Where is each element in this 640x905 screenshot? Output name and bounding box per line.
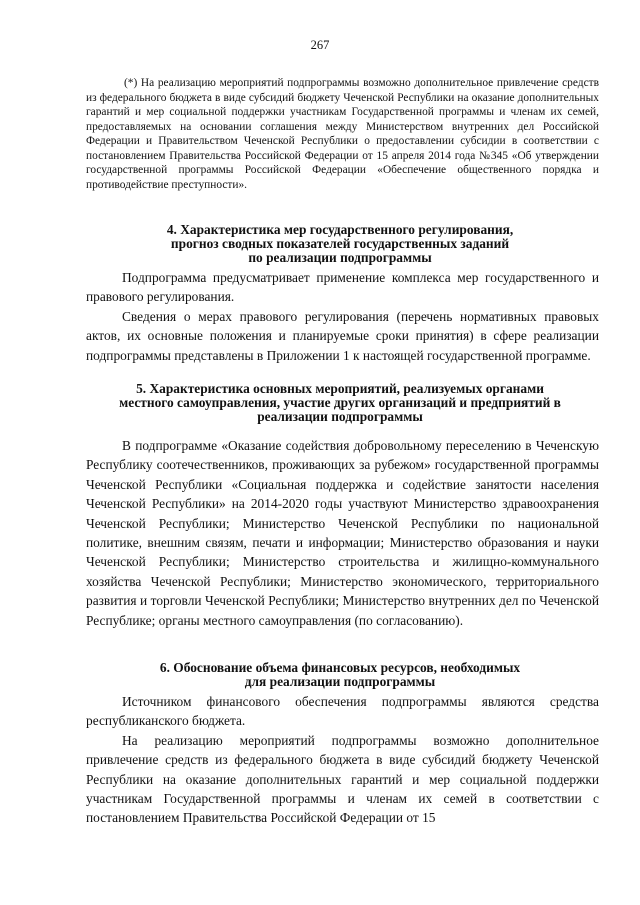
section-4-heading-line: прогноз сводных показателей государственных заданий (170, 235, 510, 251)
paragraph: Источником финансового обеспечения подпрограммы являются средства республиканского бюджета. (86, 694, 599, 729)
section-4-heading-line: 4. Характеристика мер государственного регулирования, (166, 222, 514, 237)
section-4-heading-line: по реализации подпрограммы (248, 249, 432, 265)
footnote-text: (*) На реализацию мероприятий подпрограммы возможно дополнительное привлечение средств из федерального бюджета в виде субсидий бюджету Чеченской Республики на оказание дополнительных гарантий и мер социальной поддержки участникам Государственной программы и членам их семей, предоставляемых на основании соглашения между Министерством внутренних дел Российской Федерации и Правительством Чеченской Республики о предоставлении субсидии в соответствии с постановлением Правительства Российской Федерации от 15 апреля 2014 года №345 «Об утверждении государственной программы Российской Федерации «Обеспечение общественного порядка и противодействие преступности». (86, 77, 599, 191)
section-5-heading-line: реализации подпрограммы (257, 408, 423, 424)
section-5-body (86, 436, 599, 630)
section-6-body (86, 692, 599, 828)
section-4-heading (80, 223, 600, 264)
paragraph: В подпрограмме «Оказание содействия добровольному переселению в Чеченскую Республику соотечественников, проживающих за рубежом» государственной программы Чеченской Республики «Социальная поддержка и содействие занятости населения Чеченской Республики» на 2014-2020 годы участвуют Министерство здравоохранения Чеченской Республики; Министерство Чеченской Республики по национальной политике, внешним связям, печати и информации; Министерство образования и науки Чеченской Республики; Министерство строительства и жилищно-коммунального хозяйства Чеченской Республики; Министерство экономического, территориального развития и торговли Чеченской Республики; Министерство внутренних дел по Чеченской Республике; органы местного самоуправления (по согласованию). (86, 438, 599, 628)
section-6-heading-line: для реализации подпрограммы (244, 673, 436, 689)
section-5-heading-line: 5. Характеристика основных мероприятий, реализуемых органами (136, 381, 544, 396)
paragraph: На реализацию мероприятий подпрограммы возможно дополнительное привлечение средств из федерального бюджета в виде субсидий бюджету Чеченской Республики на оказание дополнительных гарантий и мер социальной поддержки участникам Государственной программы и членам их семей в соответствии с постановлением Правительства Российской Федерации от 15 (86, 732, 599, 826)
page-number: 267 (310, 38, 330, 52)
section-5-heading (80, 382, 600, 423)
section-4-body (86, 268, 599, 365)
paragraph: Подпрограмма предусматривает применение комплекса мер государственного и правового регулирования. (86, 270, 599, 305)
footnote (86, 76, 599, 192)
section-6-heading (80, 661, 600, 689)
paragraph: Сведения о мерах правового регулирования (перечень нормативных правовых актов, их основные положения и планируемые сроки принятия) в сфере реализации подпрограммы представлены в Приложении 1 к настоящей государственной программе. (86, 308, 599, 363)
section-5-heading-line: местного самоуправления, участие других организаций и предприятий в (119, 394, 561, 410)
section-6-heading-line: 6. Обоснование объема финансовых ресурсов, необходимых (159, 660, 521, 675)
